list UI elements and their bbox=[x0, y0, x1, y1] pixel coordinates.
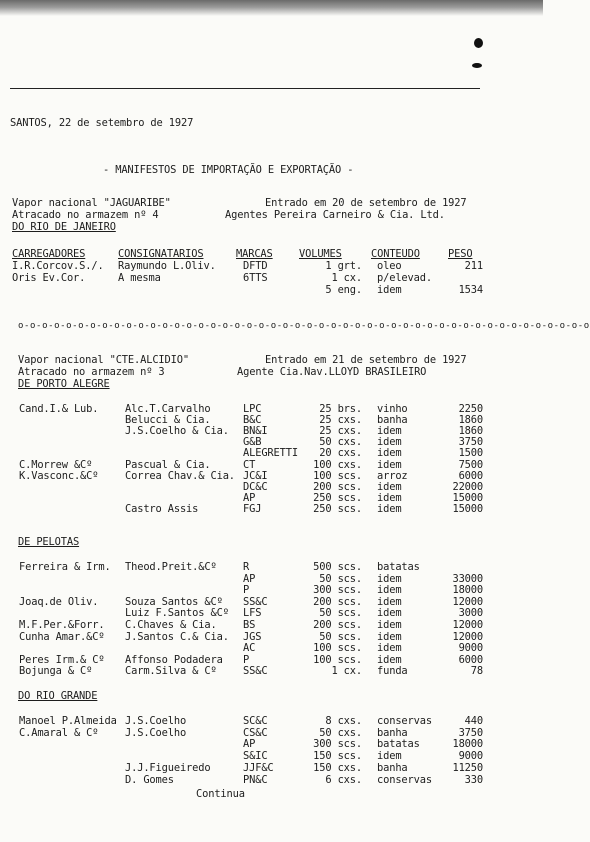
cell-weight: 1500 bbox=[458, 447, 483, 460]
cell-weight: 12000 bbox=[452, 619, 483, 631]
cell-consignee: Theod.Preit.&Cº bbox=[125, 561, 217, 573]
column-header-volumes: VOLUMES bbox=[299, 248, 342, 260]
origin-heading: DE PELOTAS bbox=[18, 536, 80, 548]
cell-contents: idem bbox=[377, 572, 402, 585]
cell-volume: 20 cxs. bbox=[319, 447, 362, 460]
cell-mark: FGJ bbox=[243, 502, 262, 515]
cell-volume: 150 cxs. bbox=[313, 761, 362, 774]
cell-contents: idem bbox=[377, 584, 402, 597]
cell-volume: 500 scs. bbox=[313, 561, 362, 573]
cell-contents: banha bbox=[377, 761, 408, 774]
cell-mark: BS bbox=[243, 619, 256, 631]
cell-weight: 1534 bbox=[458, 284, 483, 296]
cell-weight: 2250 bbox=[458, 403, 483, 415]
cell-contents: idem bbox=[377, 595, 402, 608]
cell-weight: 330 bbox=[464, 773, 483, 786]
cell-contents: idem bbox=[377, 480, 402, 493]
cell-volume: 100 scs. bbox=[313, 642, 362, 655]
cell-volume: 25 brs. bbox=[319, 403, 362, 415]
vessel-arrival: Entrado em 20 de setembro de 1927 bbox=[265, 197, 467, 209]
cell-contents: idem bbox=[377, 630, 402, 643]
cell-consignee: J.J.Figueiredo bbox=[125, 761, 211, 774]
cell-contents: p/elevad. bbox=[377, 272, 432, 284]
cell-contents: oleo bbox=[377, 260, 402, 272]
cell-consignee: Carm.Silva & Cº bbox=[125, 665, 217, 678]
cell-volume: 250 scs. bbox=[313, 491, 362, 504]
vessel-name: Vapor nacional "CTE.ALCIDIO" bbox=[18, 354, 189, 366]
cell-volume: 1 cx. bbox=[331, 665, 362, 678]
cell-shipper: I.R.Corcov.S./. bbox=[12, 260, 104, 272]
place-date: SANTOS, 22 de setembro de 1927 bbox=[10, 117, 194, 129]
cell-shipper: C.Amaral & Cº bbox=[19, 726, 99, 739]
cell-mark: S&IC bbox=[243, 750, 268, 763]
cell-weight: 33000 bbox=[452, 572, 483, 585]
cell-consignee: J.S.Coelho bbox=[125, 726, 187, 739]
vessel-berth: Atracado no armazem nº 3 bbox=[18, 366, 165, 378]
document-title: - MANIFESTOS DE IMPORTAÇÃO E EXPORTAÇÃO - bbox=[103, 164, 354, 176]
cell-shipper: Manoel P.Almeida bbox=[19, 715, 117, 727]
cell-weight: 78 bbox=[470, 665, 483, 678]
cell-consignee: Souza Santos &Cº bbox=[125, 595, 223, 608]
cell-volume: 250 scs. bbox=[313, 502, 362, 515]
cell-weight: 7500 bbox=[458, 458, 483, 471]
cell-volume: 300 scs. bbox=[313, 738, 362, 751]
cell-consignee: C.Chaves & Cia. bbox=[125, 619, 217, 631]
cell-mark: JC&I bbox=[243, 469, 268, 482]
cell-consignee: J.S.Coelho & Cia. bbox=[125, 425, 229, 438]
cell-contents: idem bbox=[377, 619, 402, 631]
section-separator: o-o-o-o-o-o-o-o-o-o-o-o-o-o-o-o-o-o-o-o-o-o-o-o-o-o-o-o-o-o-o-o-o-o-o-o-o-o-o-o-o-o-o-o-o-o-o-o bbox=[18, 321, 590, 331]
cell-volume: 25 cxs. bbox=[319, 425, 362, 438]
cell-weight: 15000 bbox=[452, 491, 483, 504]
cell-volume: 150 scs. bbox=[313, 750, 362, 763]
cell-mark: LPC bbox=[243, 403, 262, 415]
cell-consignee: Luiz F.Santos &Cº bbox=[125, 607, 229, 620]
cell-contents: batatas bbox=[377, 561, 420, 573]
cell-shipper: K.Vasconc.&Cº bbox=[19, 469, 99, 482]
cell-consignee: Affonso Podadera bbox=[125, 653, 223, 666]
cell-contents: batatas bbox=[377, 738, 420, 751]
column-header-shippers: CARREGADORES bbox=[12, 248, 86, 260]
origin-heading: DO RIO DE JANEIRO bbox=[12, 221, 116, 233]
cell-contents: idem bbox=[377, 491, 402, 504]
cell-volume: 200 scs. bbox=[313, 619, 362, 631]
cell-contents: conservas bbox=[377, 715, 432, 727]
cell-mark: P bbox=[243, 653, 250, 666]
cell-weight: 9000 bbox=[458, 750, 483, 763]
column-header-contents: CONTEUDO bbox=[371, 248, 420, 260]
cell-volume: 50 scs. bbox=[319, 572, 362, 585]
cell-mark: AP bbox=[243, 572, 256, 585]
origin-heading: DE PORTO ALEGRE bbox=[18, 378, 110, 390]
cell-volume: 50 scs. bbox=[319, 607, 362, 620]
cell-consignee: D. Gomes bbox=[125, 773, 174, 786]
cell-mark: JJF&C bbox=[243, 761, 274, 774]
cell-shipper: Peres Irm.& Cº bbox=[19, 653, 105, 666]
cell-shipper: C.Morrew &Cº bbox=[19, 458, 93, 471]
cell-volume: 50 cxs. bbox=[319, 726, 362, 739]
cell-contents: idem bbox=[377, 436, 402, 449]
cell-shipper: Cand.I.& Lub. bbox=[19, 403, 99, 415]
cell-volume: 100 cxs. bbox=[313, 458, 362, 471]
cell-mark: G&B bbox=[243, 436, 262, 449]
cell-volume: 6 cxs. bbox=[325, 773, 362, 786]
column-header-consignees: CONSIGNATARIOS bbox=[118, 248, 204, 260]
cell-volume: 100 scs. bbox=[313, 469, 362, 482]
cell-weight: 9000 bbox=[458, 642, 483, 655]
vessel-arrival: Entrado em 21 de setembro de 1927 bbox=[265, 354, 467, 366]
cell-volume: 25 cxs. bbox=[319, 414, 362, 427]
cell-shipper: Oris Ev.Cor. bbox=[12, 272, 86, 284]
ink-blot bbox=[472, 63, 482, 68]
cell-weight: 1860 bbox=[458, 425, 483, 438]
cell-contents: idem bbox=[377, 284, 402, 296]
cell-mark: R bbox=[243, 561, 250, 573]
cell-volume: 8 cxs. bbox=[325, 715, 362, 727]
cell-weight: 18000 bbox=[452, 738, 483, 751]
cell-consignee: J.S.Coelho bbox=[125, 715, 187, 727]
cell-consignee: Correa Chav.& Cia. bbox=[125, 469, 235, 482]
column-header-marks: MARCAS bbox=[236, 248, 273, 260]
cell-weight: 6000 bbox=[458, 469, 483, 482]
cell-mark: SS&C bbox=[243, 665, 268, 678]
cell-weight: 3000 bbox=[458, 607, 483, 620]
vessel-name: Vapor nacional "JAGUARIBE" bbox=[12, 197, 171, 209]
top-rule bbox=[10, 88, 480, 89]
cell-weight: 22000 bbox=[452, 480, 483, 493]
cell-contents: banha bbox=[377, 726, 408, 739]
cell-mark: AP bbox=[243, 738, 256, 751]
cell-weight: 11250 bbox=[452, 761, 483, 774]
cell-mark: CT bbox=[243, 458, 256, 471]
cell-weight: 1860 bbox=[458, 414, 483, 427]
cell-volume: 200 scs. bbox=[313, 595, 362, 608]
cell-contents: funda bbox=[377, 665, 408, 678]
cell-weight: 3750 bbox=[458, 726, 483, 739]
cell-volume: 1 grt. bbox=[325, 260, 362, 272]
cell-contents: idem bbox=[377, 653, 402, 666]
cell-volume: 300 scs. bbox=[313, 584, 362, 597]
cell-weight: 211 bbox=[464, 260, 483, 272]
cell-contents: idem bbox=[377, 607, 402, 620]
column-header-weight: PESO bbox=[448, 248, 473, 260]
cell-mark: AC bbox=[243, 642, 256, 655]
cell-mark: JGS bbox=[243, 630, 262, 643]
cell-mark: DC&C bbox=[243, 480, 268, 493]
cell-contents: vinho bbox=[377, 403, 408, 415]
cell-consignee: Pascual & Cia. bbox=[125, 458, 211, 471]
cell-weight: 12000 bbox=[452, 595, 483, 608]
vessel-agent: Agente Cia.Nav.LLOYD BRASILEIRO bbox=[237, 366, 427, 378]
cell-volume: 1 cx. bbox=[331, 272, 362, 284]
cell-mark: P bbox=[243, 584, 250, 597]
origin-heading: DO RIO GRANDE bbox=[18, 690, 98, 702]
cell-volume: 5 eng. bbox=[325, 284, 362, 296]
cell-weight: 6000 bbox=[458, 653, 483, 666]
cell-weight: 440 bbox=[464, 715, 483, 727]
continues-note: Continua bbox=[196, 788, 245, 800]
cell-consignee: Raymundo L.Oliv. bbox=[118, 260, 216, 272]
cell-contents: idem bbox=[377, 458, 402, 471]
cell-mark: B&C bbox=[243, 414, 262, 427]
cell-contents: conservas bbox=[377, 773, 432, 786]
cell-mark: 6TTS bbox=[243, 272, 268, 284]
cell-contents: arroz bbox=[377, 469, 408, 482]
ink-blot bbox=[474, 38, 483, 48]
cell-shipper: Cunha Amar.&Cº bbox=[19, 630, 105, 643]
cell-shipper: Ferreira & Irm. bbox=[19, 561, 111, 573]
cell-mark: ALEGRETTI bbox=[243, 447, 298, 460]
cell-contents: idem bbox=[377, 502, 402, 515]
cell-contents: idem bbox=[377, 447, 402, 460]
cell-contents: idem bbox=[377, 750, 402, 763]
cell-weight: 3750 bbox=[458, 436, 483, 449]
cell-contents: idem bbox=[377, 425, 402, 438]
cell-contents: idem bbox=[377, 642, 402, 655]
cell-mark: AP bbox=[243, 491, 256, 504]
cell-shipper: Joaq.de Oliv. bbox=[19, 595, 99, 608]
cell-weight: 12000 bbox=[452, 630, 483, 643]
cell-volume: 200 scs. bbox=[313, 480, 362, 493]
scan-top-edge bbox=[0, 0, 543, 16]
cell-consignee: Belucci & Cia. bbox=[125, 414, 211, 427]
cell-mark: CS&C bbox=[243, 726, 268, 739]
cell-contents: banha bbox=[377, 414, 408, 427]
cell-weight: 15000 bbox=[452, 502, 483, 515]
cell-mark: SS&C bbox=[243, 595, 268, 608]
cell-consignee: Alc.T.Carvalho bbox=[125, 403, 211, 415]
cell-mark: PN&C bbox=[243, 773, 268, 786]
cell-consignee: Castro Assis bbox=[125, 502, 199, 515]
cell-mark: DFTD bbox=[243, 260, 268, 272]
cell-shipper: M.F.Per.&Forr. bbox=[19, 619, 105, 631]
cell-volume: 100 scs. bbox=[313, 653, 362, 666]
cell-consignee: J.Santos C.& Cia. bbox=[125, 630, 229, 643]
cell-volume: 50 cxs. bbox=[319, 436, 362, 449]
cell-volume: 50 scs. bbox=[319, 630, 362, 643]
cell-weight: 18000 bbox=[452, 584, 483, 597]
cell-shipper: Bojunga & Cº bbox=[19, 665, 93, 678]
cell-consignee: A mesma bbox=[118, 272, 161, 284]
vessel-agent: Agentes Pereira Carneiro & Cia. Ltd. bbox=[225, 209, 445, 221]
cell-mark: BN&I bbox=[243, 425, 268, 438]
cell-mark: SC&C bbox=[243, 715, 268, 727]
cell-mark: LFS bbox=[243, 607, 262, 620]
vessel-berth: Atracado no armazem nº 4 bbox=[12, 209, 159, 221]
